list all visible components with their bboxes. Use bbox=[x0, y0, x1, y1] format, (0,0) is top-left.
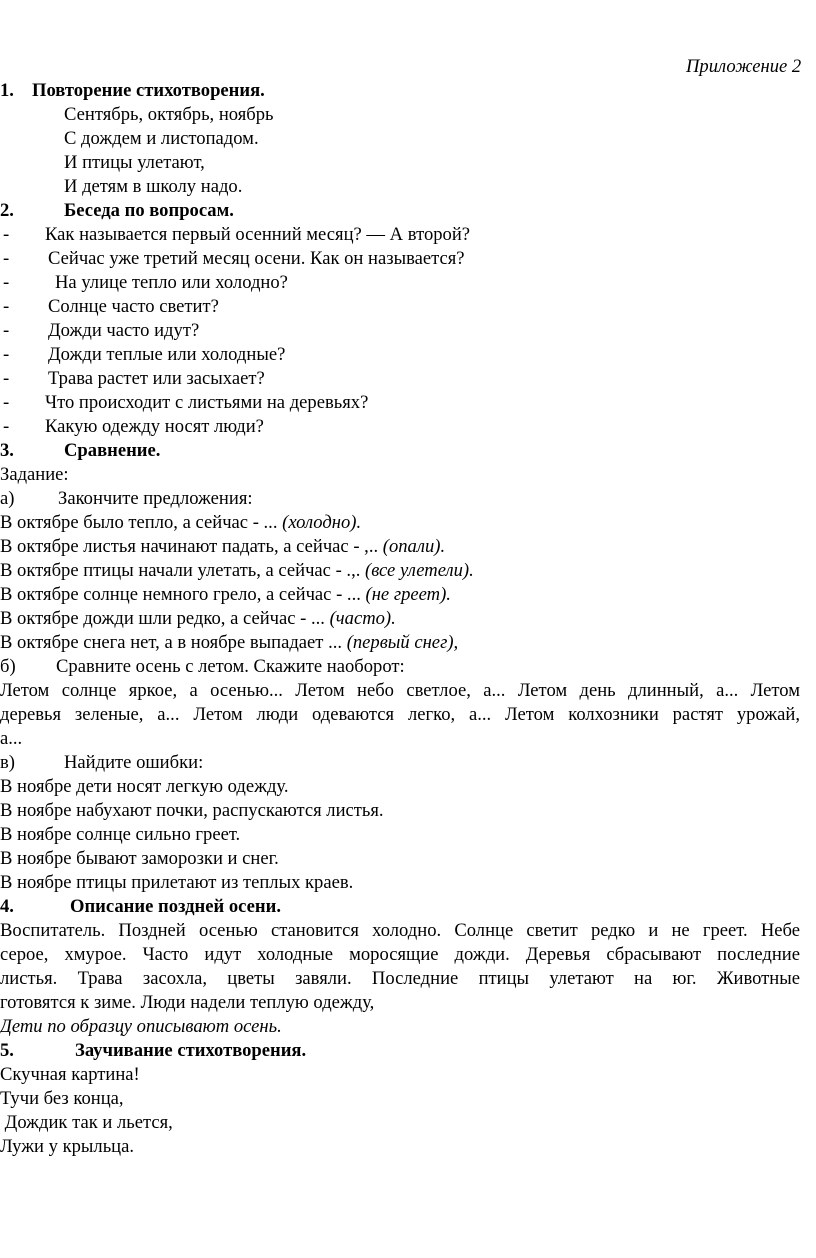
subtask-text: Сравните осень с летом. Скажите наоборот: bbox=[56, 656, 405, 677]
answer-text: (все улетели). bbox=[365, 560, 474, 581]
section-title: Повторение стихотворения. bbox=[32, 80, 265, 101]
answer-text: (первый снег), bbox=[346, 632, 459, 653]
poem-text: Дождик так и льется, bbox=[0, 1112, 173, 1133]
question-text: Дожди теплые или холодные? bbox=[48, 344, 286, 365]
section-number: 2. bbox=[0, 200, 14, 221]
poem-text: Сентябрь, октябрь, ноябрь bbox=[64, 104, 274, 125]
error-text: В ноябре бывают заморозки и снег. bbox=[0, 848, 279, 869]
subtask-marker: а) bbox=[0, 488, 15, 509]
sentence-item bbox=[0, 583, 451, 607]
section-number: 5. bbox=[0, 1040, 14, 1061]
poem-line bbox=[0, 1087, 124, 1111]
answer-text: (холодно). bbox=[282, 512, 362, 533]
paragraph-text: Воспитатель. Поздней осенью становится холодно. Солнце светит редко и не греет. Небе bbox=[0, 920, 800, 941]
answer-text: (не греет). bbox=[365, 584, 451, 605]
dash-marker: - bbox=[3, 272, 10, 293]
section-title: Беседа по вопросам. bbox=[64, 200, 234, 221]
dash-marker: - bbox=[3, 224, 10, 245]
section-number: 3. bbox=[0, 440, 14, 461]
dash-marker: - bbox=[3, 296, 10, 317]
poem-text: Лужи у крыльца. bbox=[0, 1136, 135, 1157]
sentence-text: В октябре солнце немного грело, а сейчас - ... bbox=[0, 584, 366, 605]
error-item bbox=[0, 871, 353, 895]
question-text: Солнце часто светит? bbox=[48, 296, 219, 317]
paragraph-text: Летом солнце яркое, а осенью... Летом небо светлое, а... Летом день длинный, а... Летом bbox=[0, 680, 800, 701]
poem-text: Тучи без конца, bbox=[0, 1088, 124, 1109]
sentence-item bbox=[0, 607, 396, 631]
question-text: Дожди часто идут? bbox=[48, 320, 200, 341]
paragraph-line bbox=[0, 919, 800, 943]
dash-marker: - bbox=[3, 320, 10, 341]
sentence-item bbox=[0, 511, 361, 535]
paragraph-line bbox=[0, 703, 800, 727]
subtask-marker: б) bbox=[0, 656, 16, 677]
paragraph-line bbox=[0, 679, 800, 703]
subtask-marker: в) bbox=[0, 752, 15, 773]
sentence-text: В октябре дожди шли редко, а сейчас - ... bbox=[0, 608, 330, 629]
task-label bbox=[0, 463, 69, 487]
note-line bbox=[0, 1015, 282, 1039]
error-item bbox=[0, 847, 279, 871]
section-title: Заучивание стихотворения. bbox=[75, 1040, 307, 1061]
poem-text: Скучная картина! bbox=[0, 1064, 140, 1085]
question-text: Как называется первый осенний месяц? — А второй? bbox=[45, 224, 471, 245]
answer-text: (опали). bbox=[382, 536, 446, 557]
paragraph-text: готовятся к зиме. Люди надели теплую одежду, bbox=[0, 992, 375, 1013]
subtask-text: Закончите предложения: bbox=[58, 488, 253, 509]
dash-marker: - bbox=[3, 416, 10, 437]
dash-marker: - bbox=[3, 344, 10, 365]
paragraph-text: а... bbox=[0, 728, 23, 749]
paragraph-text: листья. Трава засохла, цветы завяли. Последние птицы улетают на юг. Животные bbox=[0, 968, 800, 989]
paragraph-text: деревья зеленые, а... Летом люди одеваются легко, а... Летом колхозники растят урожай, bbox=[0, 704, 800, 725]
poem-line bbox=[64, 175, 242, 199]
poem-line bbox=[0, 1063, 140, 1087]
section-number: 1. bbox=[0, 80, 14, 101]
error-text: В ноябре солнце сильно греет. bbox=[0, 824, 241, 845]
error-text: В ноябре дети носят легкую одежду. bbox=[0, 776, 289, 797]
question-text: Сейчас уже третий месяц осени. Как он называется? bbox=[48, 248, 465, 269]
poem-line bbox=[0, 1135, 134, 1159]
poem-line bbox=[64, 103, 274, 127]
poem-text: И детям в школу надо. bbox=[64, 176, 243, 197]
appendix-text: Приложение 2 bbox=[686, 56, 802, 77]
dash-marker: - bbox=[3, 248, 10, 269]
paragraph-text: серое, хмурое. Часто идут холодные моросящие дожди. Деревья сбрасывают последние bbox=[0, 944, 800, 965]
dash-marker: - bbox=[3, 368, 10, 389]
sentence-text: В октябре было тепло, а сейчас - ... bbox=[0, 512, 283, 533]
sentence-item bbox=[0, 631, 458, 655]
error-text: В ноябре птицы прилетают из теплых краев. bbox=[0, 872, 354, 893]
poem-line bbox=[64, 127, 259, 151]
subtask-text: Найдите ошибки: bbox=[64, 752, 204, 773]
question-text: Какую одежду носят люди? bbox=[45, 416, 264, 437]
question-text: Трава растет или засыхает? bbox=[48, 368, 265, 389]
answer-text: (часто). bbox=[329, 608, 396, 629]
poem-text: И птицы улетают, bbox=[64, 152, 205, 173]
paragraph-line bbox=[0, 943, 800, 967]
poem-line bbox=[0, 1111, 173, 1135]
sentence-item bbox=[0, 535, 445, 559]
error-item bbox=[0, 823, 240, 847]
paragraph-line bbox=[0, 991, 374, 1015]
sentence-item bbox=[0, 559, 474, 583]
section-title: Описание поздней осени. bbox=[70, 896, 281, 917]
note-text: Дети по образцу описывают осень. bbox=[0, 1016, 282, 1037]
question-text: Что происходит с листьями на деревьях? bbox=[45, 392, 369, 413]
paragraph-line bbox=[0, 967, 800, 991]
sentence-text: В октябре листья начинают падать, а сейчас - ,.. bbox=[0, 536, 383, 557]
question-text: На улице тепло или холодно? bbox=[55, 272, 288, 293]
appendix-label bbox=[686, 55, 801, 79]
section-number: 4. bbox=[0, 896, 14, 917]
sentence-text: В октябре птицы начали улетать, а сейчас - .,. bbox=[0, 560, 366, 581]
error-text: В ноябре набухают почки, распускаются листья. bbox=[0, 800, 384, 821]
error-item bbox=[0, 775, 289, 799]
paragraph-line bbox=[0, 727, 22, 751]
error-item bbox=[0, 799, 384, 823]
poem-line bbox=[64, 151, 205, 175]
sentence-text: В октябре снега нет, а в ноябре выпадает ... bbox=[0, 632, 347, 653]
dash-marker: - bbox=[3, 392, 10, 413]
poem-text: С дождем и листопадом. bbox=[64, 128, 259, 149]
section-title: Сравнение. bbox=[64, 440, 161, 461]
task-text: Задание: bbox=[0, 464, 69, 485]
